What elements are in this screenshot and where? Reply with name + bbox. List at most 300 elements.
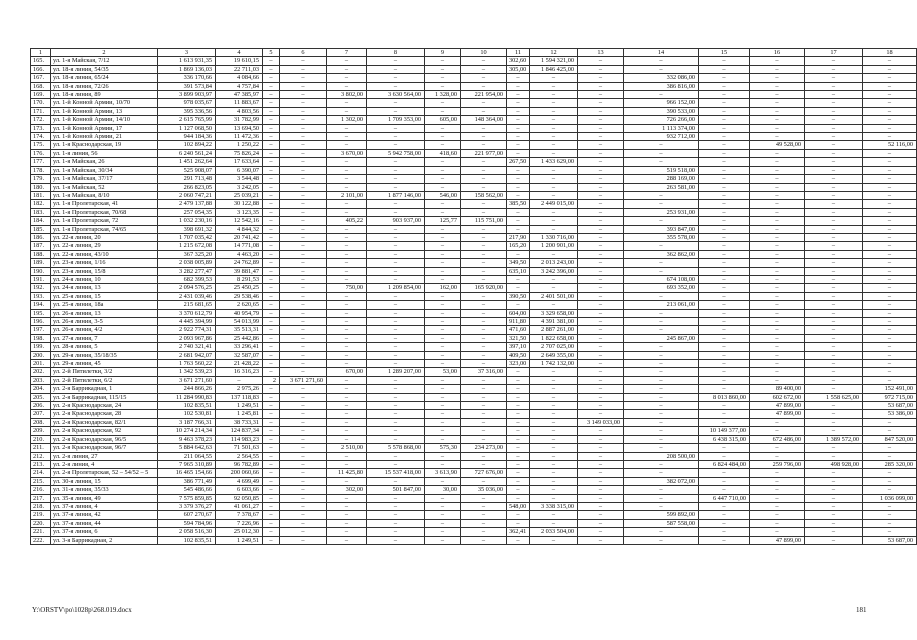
address-cell: ул. 1-й Конной Армии, 14/10 bbox=[51, 116, 158, 124]
value-cell: 5 942 758,00 bbox=[367, 149, 425, 157]
value-cell: – bbox=[461, 158, 507, 166]
row-number-cell: 175. bbox=[31, 141, 51, 149]
value-cell: – bbox=[624, 410, 699, 418]
value-cell: – bbox=[280, 284, 327, 292]
value-cell: 6 447 710,00 bbox=[699, 494, 750, 502]
value-cell: – bbox=[863, 528, 917, 536]
table-row bbox=[31, 149, 917, 157]
value-cell: 546,00 bbox=[425, 191, 461, 199]
value-cell: – bbox=[578, 486, 624, 494]
address-cell: ул. 18-я линия, 89 bbox=[51, 91, 158, 99]
value-cell: – bbox=[699, 326, 750, 334]
address-cell: ул. 1-й Конной Армии, 17 bbox=[51, 124, 158, 132]
value-cell: – bbox=[750, 233, 805, 241]
value-cell: – bbox=[507, 116, 530, 124]
value-cell: 605,00 bbox=[425, 116, 461, 124]
value-cell: 115 751,00 bbox=[461, 217, 507, 225]
value-cell: – bbox=[578, 217, 624, 225]
value-cell: – bbox=[263, 183, 280, 191]
value-cell: – bbox=[578, 309, 624, 317]
value-cell: – bbox=[280, 519, 327, 527]
value-cell: 7 575 859,85 bbox=[158, 494, 216, 502]
value-cell: – bbox=[327, 418, 367, 426]
value-cell: – bbox=[863, 124, 917, 132]
value-cell: – bbox=[750, 444, 805, 452]
value-cell: – bbox=[699, 360, 750, 368]
value-cell: – bbox=[280, 418, 327, 426]
value-cell: – bbox=[367, 410, 425, 418]
value-cell: 285 320,00 bbox=[863, 460, 917, 468]
value-cell: – bbox=[863, 427, 917, 435]
address-cell: ул. 2-й Пятилетки, 6/2 bbox=[51, 376, 158, 384]
value-cell: – bbox=[425, 107, 461, 115]
value-cell: – bbox=[750, 418, 805, 426]
value-cell: 2 038 005,89 bbox=[158, 259, 216, 267]
value-cell: – bbox=[624, 368, 699, 376]
value-cell: 1 846 425,00 bbox=[530, 65, 578, 73]
value-cell: – bbox=[863, 309, 917, 317]
column-header: 4 bbox=[216, 49, 263, 57]
value-cell: – bbox=[367, 183, 425, 191]
value-cell: – bbox=[367, 427, 425, 435]
value-cell: – bbox=[263, 334, 280, 342]
value-cell: 323,00 bbox=[507, 360, 530, 368]
value-cell: – bbox=[578, 368, 624, 376]
value-cell: – bbox=[280, 225, 327, 233]
value-cell: 1 877 146,00 bbox=[367, 191, 425, 199]
value-cell: 2 013 243,00 bbox=[530, 259, 578, 267]
table-row bbox=[31, 385, 917, 393]
value-cell: – bbox=[507, 91, 530, 99]
value-cell: – bbox=[699, 99, 750, 107]
value-cell: – bbox=[805, 444, 863, 452]
value-cell: – bbox=[327, 435, 367, 443]
value-cell: 2 449 015,00 bbox=[530, 200, 578, 208]
value-cell: – bbox=[263, 292, 280, 300]
value-cell: – bbox=[327, 460, 367, 468]
value-cell: – bbox=[263, 107, 280, 115]
value-cell: – bbox=[805, 267, 863, 275]
value-cell: – bbox=[425, 141, 461, 149]
address-cell: ул. 2-я Баррикадная, 1 bbox=[51, 385, 158, 393]
value-cell: – bbox=[367, 477, 425, 485]
value-cell: 37 316,00 bbox=[461, 368, 507, 376]
value-cell: – bbox=[578, 91, 624, 99]
value-cell: 398 691,32 bbox=[158, 225, 216, 233]
value-cell: – bbox=[578, 393, 624, 401]
value-cell: – bbox=[461, 99, 507, 107]
value-cell: – bbox=[507, 385, 530, 393]
value-cell: – bbox=[507, 452, 530, 460]
value-cell: – bbox=[863, 242, 917, 250]
value-cell: – bbox=[425, 275, 461, 283]
value-cell: 4 844,32 bbox=[216, 225, 263, 233]
value-cell: – bbox=[507, 141, 530, 149]
value-cell: 1 763 560,22 bbox=[158, 360, 216, 368]
table-row bbox=[31, 133, 917, 141]
value-cell: – bbox=[327, 267, 367, 275]
value-cell: 1 330 716,00 bbox=[530, 233, 578, 241]
value-cell: 31 782,99 bbox=[216, 116, 263, 124]
value-cell: – bbox=[530, 208, 578, 216]
value-cell: – bbox=[327, 477, 367, 485]
value-cell: – bbox=[367, 267, 425, 275]
value-cell: – bbox=[578, 233, 624, 241]
value-cell: – bbox=[699, 536, 750, 544]
table-row bbox=[31, 292, 917, 300]
value-cell: – bbox=[507, 124, 530, 132]
value-cell: – bbox=[327, 309, 367, 317]
value-cell: – bbox=[578, 301, 624, 309]
value-cell: – bbox=[425, 376, 461, 384]
value-cell: – bbox=[624, 351, 699, 359]
value-cell: – bbox=[327, 326, 367, 334]
value-cell: – bbox=[624, 435, 699, 443]
value-cell: – bbox=[863, 107, 917, 115]
value-cell: 3 671 271,60 bbox=[158, 376, 216, 384]
address-cell: ул. 1-й Конной Армии, 13 bbox=[51, 107, 158, 115]
value-cell: – bbox=[805, 519, 863, 527]
address-cell: ул. 29-я линия, 35/18/35 bbox=[51, 351, 158, 359]
value-cell: 2 401 501,00 bbox=[530, 292, 578, 300]
table-row bbox=[31, 418, 917, 426]
value-cell: – bbox=[699, 334, 750, 342]
value-cell: – bbox=[280, 259, 327, 267]
row-number-cell: 167. bbox=[31, 74, 51, 82]
value-cell: 16 316,23 bbox=[216, 368, 263, 376]
value-cell: – bbox=[805, 477, 863, 485]
value-cell: – bbox=[624, 376, 699, 384]
value-cell: – bbox=[327, 99, 367, 107]
value-cell: 594 784,96 bbox=[158, 519, 216, 527]
value-cell: – bbox=[367, 175, 425, 183]
value-cell: – bbox=[461, 166, 507, 174]
table-row bbox=[31, 267, 917, 275]
value-cell: – bbox=[530, 250, 578, 258]
value-cell: 267,50 bbox=[507, 158, 530, 166]
value-cell: – bbox=[805, 91, 863, 99]
value-cell: 125,77 bbox=[425, 217, 461, 225]
value-cell: – bbox=[699, 452, 750, 460]
value-cell: – bbox=[461, 460, 507, 468]
value-cell: – bbox=[280, 267, 327, 275]
value-cell: – bbox=[699, 82, 750, 90]
value-cell: 1 250,22 bbox=[216, 141, 263, 149]
value-cell: – bbox=[327, 427, 367, 435]
row-number-cell: 200. bbox=[31, 351, 51, 359]
value-cell: 89 400,00 bbox=[750, 385, 805, 393]
value-cell: – bbox=[578, 57, 624, 65]
value-cell: – bbox=[530, 536, 578, 544]
value-cell: – bbox=[263, 91, 280, 99]
value-cell: – bbox=[327, 141, 367, 149]
value-cell: – bbox=[750, 242, 805, 250]
table-row bbox=[31, 99, 917, 107]
value-cell: – bbox=[461, 183, 507, 191]
value-cell: – bbox=[507, 460, 530, 468]
address-cell: ул. 2-й Пятилетки, 3/2 bbox=[51, 368, 158, 376]
value-cell: – bbox=[367, 351, 425, 359]
value-cell: – bbox=[327, 519, 367, 527]
value-cell: – bbox=[805, 191, 863, 199]
value-cell: 253 931,00 bbox=[624, 208, 699, 216]
value-cell: 3 242 396,00 bbox=[530, 267, 578, 275]
value-cell: 391 573,84 bbox=[158, 82, 216, 90]
value-cell: – bbox=[280, 124, 327, 132]
value-cell: 1 036 099,00 bbox=[863, 494, 917, 502]
value-cell: – bbox=[280, 477, 327, 485]
value-cell: – bbox=[530, 469, 578, 477]
value-cell: – bbox=[530, 486, 578, 494]
value-cell: 1 869 136,03 bbox=[158, 65, 216, 73]
row-number-cell: 172. bbox=[31, 116, 51, 124]
value-cell: – bbox=[699, 259, 750, 267]
value-cell: – bbox=[327, 385, 367, 393]
value-cell: – bbox=[530, 477, 578, 485]
value-cell: – bbox=[280, 133, 327, 141]
value-cell: – bbox=[578, 158, 624, 166]
value-cell: – bbox=[263, 217, 280, 225]
value-cell: – bbox=[461, 301, 507, 309]
value-cell: – bbox=[327, 536, 367, 544]
value-cell: – bbox=[624, 494, 699, 502]
value-cell: – bbox=[263, 259, 280, 267]
value-cell: – bbox=[280, 141, 327, 149]
value-cell: – bbox=[216, 376, 263, 384]
value-cell: – bbox=[863, 225, 917, 233]
value-cell: – bbox=[530, 368, 578, 376]
row-number-cell: 165. bbox=[31, 57, 51, 65]
value-cell: 1 032 230,16 bbox=[158, 217, 216, 225]
value-cell: – bbox=[624, 318, 699, 326]
value-cell: – bbox=[327, 334, 367, 342]
value-cell: – bbox=[507, 82, 530, 90]
value-cell: 3 670,00 bbox=[327, 149, 367, 157]
address-cell: ул. 1-я Пролетарская, 72 bbox=[51, 217, 158, 225]
value-cell: – bbox=[327, 65, 367, 73]
value-cell: – bbox=[863, 502, 917, 510]
value-cell: 2 564,55 bbox=[216, 452, 263, 460]
value-cell: – bbox=[367, 99, 425, 107]
value-cell: 1 342 539,23 bbox=[158, 368, 216, 376]
value-cell: – bbox=[327, 275, 367, 283]
address-cell: ул. 22-я линия, 43/10 bbox=[51, 250, 158, 258]
value-cell: – bbox=[805, 158, 863, 166]
value-cell: – bbox=[367, 65, 425, 73]
value-cell: – bbox=[863, 267, 917, 275]
value-cell: – bbox=[280, 452, 327, 460]
value-cell: – bbox=[805, 486, 863, 494]
value-cell: 12 542,16 bbox=[216, 217, 263, 225]
row-number-cell: 205. bbox=[31, 393, 51, 401]
value-cell: – bbox=[805, 301, 863, 309]
value-cell: – bbox=[699, 502, 750, 510]
value-cell: – bbox=[263, 536, 280, 544]
value-cell: – bbox=[280, 82, 327, 90]
table-row bbox=[31, 141, 917, 149]
value-cell: – bbox=[461, 107, 507, 115]
value-cell: – bbox=[507, 435, 530, 443]
value-cell: – bbox=[624, 267, 699, 275]
table-row bbox=[31, 74, 917, 82]
value-cell: – bbox=[750, 494, 805, 502]
value-cell: – bbox=[750, 284, 805, 292]
table-row bbox=[31, 250, 917, 258]
value-cell: – bbox=[750, 200, 805, 208]
value-cell: – bbox=[425, 494, 461, 502]
value-cell: – bbox=[750, 91, 805, 99]
value-cell: – bbox=[699, 158, 750, 166]
data-table-container bbox=[30, 48, 913, 545]
value-cell: – bbox=[805, 116, 863, 124]
row-number-cell: 179. bbox=[31, 175, 51, 183]
table-row bbox=[31, 301, 917, 309]
value-cell: – bbox=[699, 410, 750, 418]
value-cell: – bbox=[750, 275, 805, 283]
column-header: 13 bbox=[578, 49, 624, 57]
value-cell: – bbox=[280, 385, 327, 393]
value-cell: – bbox=[327, 502, 367, 510]
value-cell: – bbox=[327, 511, 367, 519]
value-cell: 727 676,00 bbox=[461, 469, 507, 477]
value-cell: – bbox=[367, 57, 425, 65]
value-cell: 2 681 942,07 bbox=[158, 351, 216, 359]
value-cell: 8 291,53 bbox=[216, 275, 263, 283]
value-cell: – bbox=[863, 368, 917, 376]
table-row bbox=[31, 82, 917, 90]
value-cell: – bbox=[530, 301, 578, 309]
value-cell: – bbox=[327, 376, 367, 384]
value-cell: – bbox=[280, 494, 327, 502]
table-row bbox=[31, 502, 917, 510]
address-cell: ул. 31-я линия, 35/33 bbox=[51, 486, 158, 494]
value-cell: – bbox=[367, 200, 425, 208]
value-cell: – bbox=[367, 292, 425, 300]
row-number-cell: 213. bbox=[31, 460, 51, 468]
value-cell: – bbox=[863, 191, 917, 199]
value-cell: 30 122,88 bbox=[216, 200, 263, 208]
value-cell: – bbox=[507, 402, 530, 410]
value-cell: – bbox=[578, 133, 624, 141]
value-cell: – bbox=[507, 149, 530, 157]
value-cell: 102 835,51 bbox=[158, 536, 216, 544]
value-cell: – bbox=[280, 57, 327, 65]
value-cell: – bbox=[461, 418, 507, 426]
value-cell: – bbox=[280, 326, 327, 334]
value-cell: – bbox=[425, 124, 461, 132]
row-number-cell: 221. bbox=[31, 528, 51, 536]
value-cell: – bbox=[367, 343, 425, 351]
value-cell: – bbox=[425, 250, 461, 258]
value-cell: – bbox=[750, 477, 805, 485]
value-cell: – bbox=[280, 536, 327, 544]
value-cell: 386 816,00 bbox=[624, 82, 699, 90]
row-number-cell: 185. bbox=[31, 225, 51, 233]
value-cell: – bbox=[280, 233, 327, 241]
value-cell: – bbox=[750, 343, 805, 351]
value-cell: – bbox=[863, 250, 917, 258]
value-cell: – bbox=[327, 200, 367, 208]
value-cell: 3 630 564,00 bbox=[367, 91, 425, 99]
row-number-cell: 166. bbox=[31, 65, 51, 73]
value-cell: – bbox=[805, 469, 863, 477]
value-cell: – bbox=[863, 133, 917, 141]
value-cell: – bbox=[461, 494, 507, 502]
value-cell: – bbox=[263, 502, 280, 510]
value-cell: – bbox=[624, 200, 699, 208]
value-cell: – bbox=[578, 124, 624, 132]
address-cell: ул. 1-я Пролетарская, 74/65 bbox=[51, 225, 158, 233]
value-cell: – bbox=[750, 301, 805, 309]
value-cell: 158 562,00 bbox=[461, 191, 507, 199]
value-cell: 3 370 612,79 bbox=[158, 309, 216, 317]
value-cell: 2 510,00 bbox=[327, 444, 367, 452]
value-cell: – bbox=[578, 343, 624, 351]
value-cell: – bbox=[530, 82, 578, 90]
column-number-header-row bbox=[31, 49, 917, 57]
table-row bbox=[31, 486, 917, 494]
table-row bbox=[31, 494, 917, 502]
value-cell: – bbox=[263, 452, 280, 460]
value-cell: 25 442,86 bbox=[216, 334, 263, 342]
value-cell: 471,60 bbox=[507, 326, 530, 334]
value-cell: 5 884 642,63 bbox=[158, 444, 216, 452]
value-cell: – bbox=[425, 65, 461, 73]
table-row bbox=[31, 477, 917, 485]
value-cell: – bbox=[805, 275, 863, 283]
column-header: 15 bbox=[699, 49, 750, 57]
value-cell: – bbox=[699, 477, 750, 485]
value-cell: – bbox=[367, 107, 425, 115]
value-cell: 599 892,00 bbox=[624, 511, 699, 519]
value-cell: – bbox=[750, 175, 805, 183]
row-number-cell: 180. bbox=[31, 183, 51, 191]
value-cell: – bbox=[530, 74, 578, 82]
value-cell: – bbox=[863, 469, 917, 477]
value-cell: – bbox=[425, 309, 461, 317]
table-row bbox=[31, 528, 917, 536]
value-cell: – bbox=[263, 116, 280, 124]
value-cell: – bbox=[699, 124, 750, 132]
value-cell: 1 215 672,08 bbox=[158, 242, 216, 250]
value-cell: – bbox=[327, 528, 367, 536]
value-cell: 215 681,65 bbox=[158, 301, 216, 309]
value-cell: – bbox=[578, 351, 624, 359]
value-cell: 30,00 bbox=[425, 486, 461, 494]
value-cell: – bbox=[280, 318, 327, 326]
value-cell: 165,20 bbox=[507, 242, 530, 250]
value-cell: – bbox=[461, 351, 507, 359]
value-cell: – bbox=[805, 410, 863, 418]
row-number-cell: 174. bbox=[31, 133, 51, 141]
value-cell: – bbox=[425, 267, 461, 275]
value-cell: – bbox=[263, 82, 280, 90]
value-cell: – bbox=[425, 158, 461, 166]
value-cell: – bbox=[750, 99, 805, 107]
value-cell: 2 922 774,31 bbox=[158, 326, 216, 334]
value-cell: – bbox=[263, 393, 280, 401]
value-cell: – bbox=[530, 393, 578, 401]
value-cell: – bbox=[578, 477, 624, 485]
value-cell: – bbox=[425, 536, 461, 544]
value-cell: 200 060,66 bbox=[216, 469, 263, 477]
value-cell: 165 920,00 bbox=[461, 284, 507, 292]
value-cell: – bbox=[327, 318, 367, 326]
value-cell: – bbox=[507, 511, 530, 519]
table-row bbox=[31, 166, 917, 174]
row-number-cell: 209. bbox=[31, 427, 51, 435]
value-cell: 2 058 516,30 bbox=[158, 528, 216, 536]
